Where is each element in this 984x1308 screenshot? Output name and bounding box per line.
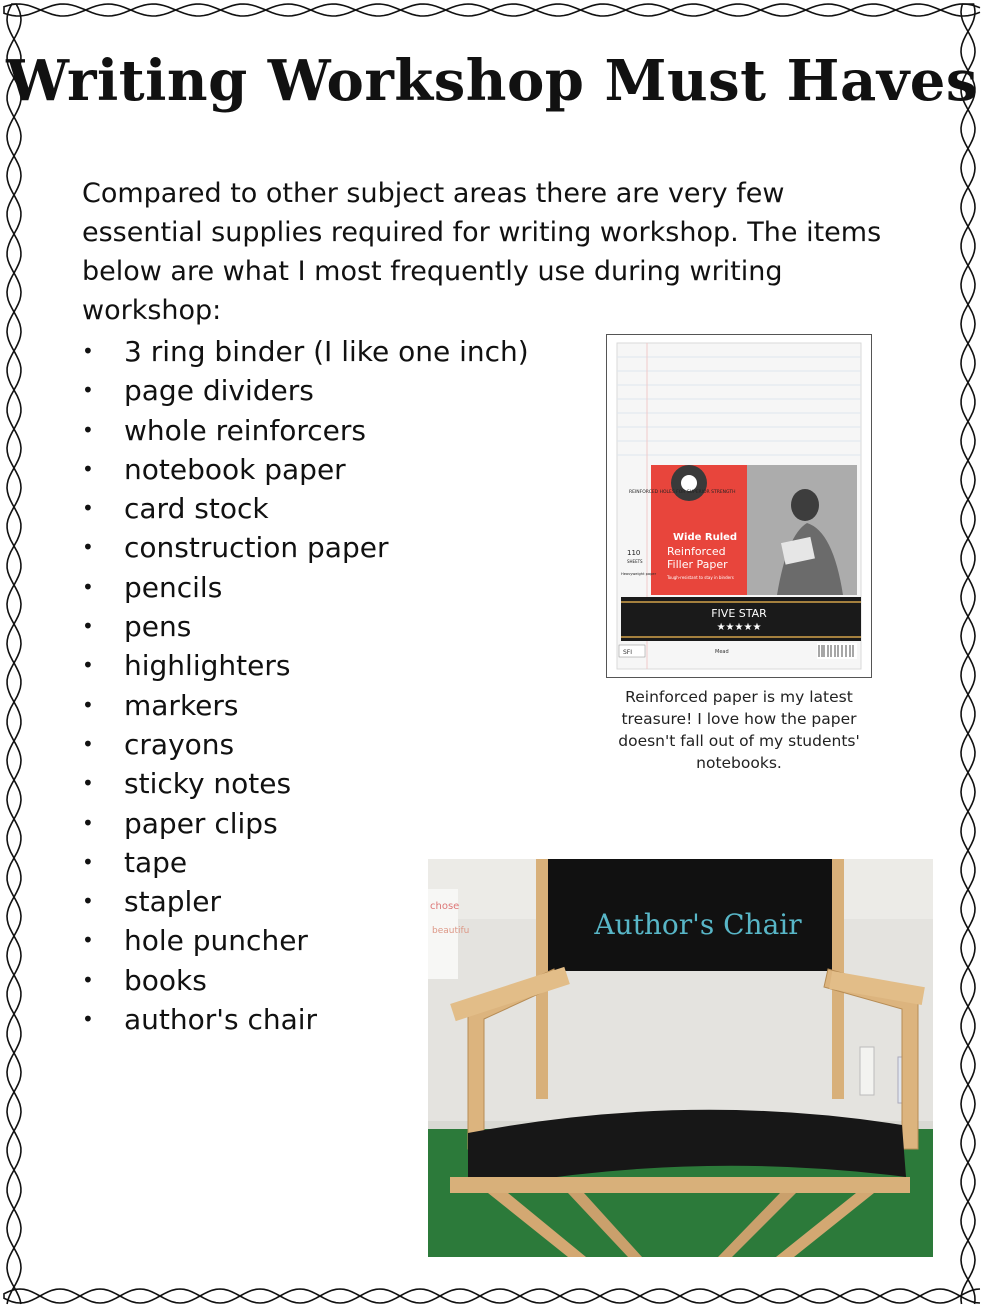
bullet-icon: • [82,574,94,599]
supply-item-label: notebook paper [124,452,346,486]
bullet-icon: • [82,692,94,717]
page-title: Writing Workshop Must Haves [6,48,978,114]
supply-list-item [80,764,529,803]
supply-list-item [80,646,529,685]
product-line-2: Filler Paper [667,558,728,571]
authors-chair-photo [428,859,933,1257]
supply-item-label: sticky notes [124,767,292,801]
filler-paper-package-image [607,335,871,677]
bullet-icon: • [82,771,94,796]
sheets-label: SHEETS [627,559,643,564]
intro-paragraph: Compared to other subject areas there are very few essential supplies required for writing workshop. The items below are what I most frequently use during writing workshop: [82,178,882,326]
sfi-logo: SFI [623,649,633,656]
supply-item-label: stapler [124,885,222,919]
supply-item-label: paper clips [124,806,278,840]
weight-label: Heavyweight paper [621,572,657,576]
supply-item-label: tape [124,845,188,879]
supply-list-item [80,686,529,725]
bullet-icon: • [82,810,94,835]
supply-item-label: page dividers [124,374,314,408]
bullet-icon: • [82,731,94,756]
supply-list-item [80,528,529,567]
paper-photo-caption: Reinforced paper is my latest treasure! I love how the paper doesn't fall out of my students' notebooks. [618,688,860,772]
supply-item-label: hole puncher [124,924,308,958]
supply-list-item [80,568,529,607]
bullet-icon: • [82,614,94,639]
supply-item-label: construction paper [124,531,389,565]
supply-list-item [80,725,529,764]
supply-list-item [80,371,529,410]
product-line-1: Reinforced [667,545,726,558]
bullet-icon: • [82,653,94,678]
paper-style-label: Wide Ruled [673,532,738,543]
supply-item-label: pencils [124,570,223,604]
brand-stars: ★★★★★ [716,622,762,633]
bullet-icon: • [82,535,94,560]
supply-list-item [80,489,529,528]
whiteboard-word-2: beautifu [432,926,470,936]
bullet-icon: • [82,889,94,914]
chair-back-label: Author's Chair [594,908,802,941]
authors-chair-image [428,859,933,1257]
bullet-icon: • [82,456,94,481]
supply-item-label: highlighters [124,649,291,683]
filler-paper-photo [606,334,872,678]
supply-list-item [80,804,529,843]
bullet-icon: • [82,496,94,521]
supply-list-item [80,332,529,371]
whiteboard-word-1: chose [430,901,460,912]
supply-list-item [80,411,529,450]
supply-item-label: pens [124,610,192,644]
sheet-count: 110 [627,549,641,557]
bullet-icon: • [82,849,94,874]
supply-item-label: markers [124,688,239,722]
maker-name: Mead [715,649,729,655]
bullet-icon: • [82,378,94,403]
bullet-icon: • [82,967,94,992]
brand-name: FIVE STAR [711,607,767,620]
bullet-icon: • [82,417,94,442]
supply-item-label: 3 ring binder (I like one inch) [124,335,529,368]
callout-text: REINFORCED HOLES FOR SUPERIOR STRENGTH [629,490,736,495]
supply-list-item [80,607,529,646]
bullet-icon: • [82,339,94,363]
supply-item-label: crayons [124,727,235,761]
supply-list-item [80,450,529,489]
bullet-icon: • [82,928,94,953]
bullet-icon: • [82,1007,94,1032]
supply-item-label: books [124,963,207,997]
tagline: Tough-resistant to stay in binders [667,575,734,580]
supply-item-label: author's chair [124,1003,318,1037]
supply-item-label: whole reinforcers [124,413,366,447]
supply-item-label: card stock [124,492,269,526]
